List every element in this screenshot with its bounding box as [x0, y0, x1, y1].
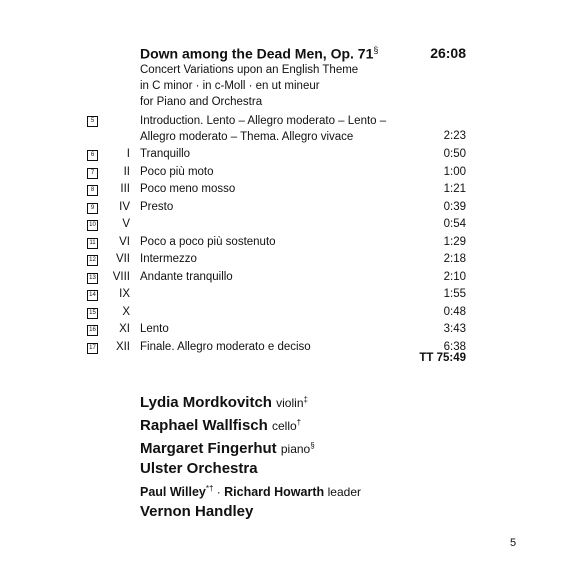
track-row — [87, 269, 466, 287]
variation-numeral: III — [120, 183, 130, 195]
work-key: in C minor · in c-Moll · en ut mineur — [140, 79, 320, 92]
track-duration: 0:39 — [443, 200, 466, 213]
track-number-box: 15 — [87, 308, 98, 319]
variation-numeral: IV — [119, 200, 130, 213]
variation-numeral: IX — [119, 288, 130, 300]
performers — [140, 390, 361, 522]
variation-numeral: XII — [115, 340, 130, 353]
track-title: Presto — [140, 200, 174, 213]
track-number-box: 14 — [87, 290, 98, 301]
variation-numeral: XI — [119, 323, 130, 335]
performer-violin: Lydia Mordkovitch violin‡ — [140, 394, 308, 411]
track-number-box: 16 — [87, 325, 98, 336]
track-title: Tranquillo — [140, 148, 191, 160]
total-time: TT 75:49 — [419, 352, 466, 364]
track-title: Andante tranquillo — [140, 270, 233, 283]
track-number-box: 6 — [87, 150, 98, 161]
track-row — [87, 234, 466, 252]
track-row — [87, 181, 466, 199]
work-title: Down among the Dead Men, Op. 71§ — [140, 45, 379, 62]
track-duration: 3:43 — [443, 323, 466, 335]
track-title: Poco a poco più sostenuto — [140, 235, 276, 248]
performer-role: piano§ — [280, 441, 315, 456]
work-title-mark: § — [373, 45, 379, 55]
track-duration: 1:21 — [443, 183, 466, 195]
conductor-name: Vernon Handley — [140, 503, 254, 520]
variation-numeral: VI — [119, 235, 130, 248]
track-title: Finale. Allegro moderato e deciso — [140, 340, 311, 353]
work-header — [140, 45, 466, 110]
track-row — [87, 251, 466, 269]
track-number-box: 10 — [87, 220, 98, 231]
page-number: 5 — [510, 537, 517, 549]
track-duration: 1:29 — [443, 235, 466, 248]
track-number-box: 12 — [87, 255, 98, 266]
track-number-box: 8 — [87, 185, 98, 196]
orchestra-name: Ulster Orchestra — [140, 460, 258, 477]
track-duration: 2:23 — [443, 130, 466, 142]
track-row — [87, 199, 466, 217]
track-duration: 0:50 — [443, 148, 466, 160]
work-duration: 26:08 — [430, 45, 466, 61]
variation-numeral: VII — [115, 253, 130, 265]
track-number-box: 5 — [87, 116, 98, 127]
track-duration: 6:38 — [443, 340, 466, 353]
track-duration: 1:00 — [443, 165, 466, 178]
track-row — [87, 112, 466, 146]
performer-piano: Margaret Fingerhut piano§ — [140, 440, 315, 457]
track-row — [87, 216, 466, 234]
variation-numeral: X — [122, 305, 130, 318]
track-duration: 2:18 — [443, 253, 466, 265]
track-title: Introduction. Lento – Allegro moderato – Lento – Allegro moderato – Thema. Allegro vivace — [140, 115, 387, 143]
variation-numeral: II — [123, 165, 130, 178]
performer-role: cello† — [271, 418, 302, 433]
track-number-box: 11 — [87, 238, 98, 249]
track-row — [87, 286, 466, 304]
performer-role: violin‡ — [276, 395, 308, 410]
track-duration: 0:48 — [443, 305, 466, 318]
track-title: Poco più moto — [140, 165, 214, 178]
track-title: Poco meno mosso — [140, 183, 236, 195]
track-duration: 2:10 — [443, 270, 466, 283]
track-row — [87, 321, 466, 339]
variation-numeral: I — [126, 148, 130, 160]
variation-numeral: VIII — [112, 270, 130, 283]
work-scoring: for Piano and Orchestra — [140, 95, 263, 108]
track-duration: 0:54 — [443, 218, 466, 230]
track-number-box: 9 — [87, 203, 98, 214]
track-number-box: 7 — [87, 168, 98, 179]
track-row — [87, 146, 466, 164]
track-number-box: 17 — [87, 343, 98, 354]
work-subtitle: Concert Variations upon an English Theme — [140, 63, 359, 76]
track-duration: 1:55 — [443, 288, 466, 300]
orchestra-leaders: Paul Willey*† · Richard Howarth leader — [140, 484, 361, 499]
track-row — [87, 164, 466, 182]
performer-cello: Raphael Wallfisch cello† — [140, 417, 302, 434]
variation-numeral: V — [122, 218, 130, 230]
work-title-row — [140, 45, 466, 62]
track-title: Intermezzo — [140, 253, 197, 265]
track-row — [87, 304, 466, 322]
track-title: Lento — [140, 323, 169, 335]
track-list — [87, 112, 466, 356]
track-number-box: 13 — [87, 273, 98, 284]
